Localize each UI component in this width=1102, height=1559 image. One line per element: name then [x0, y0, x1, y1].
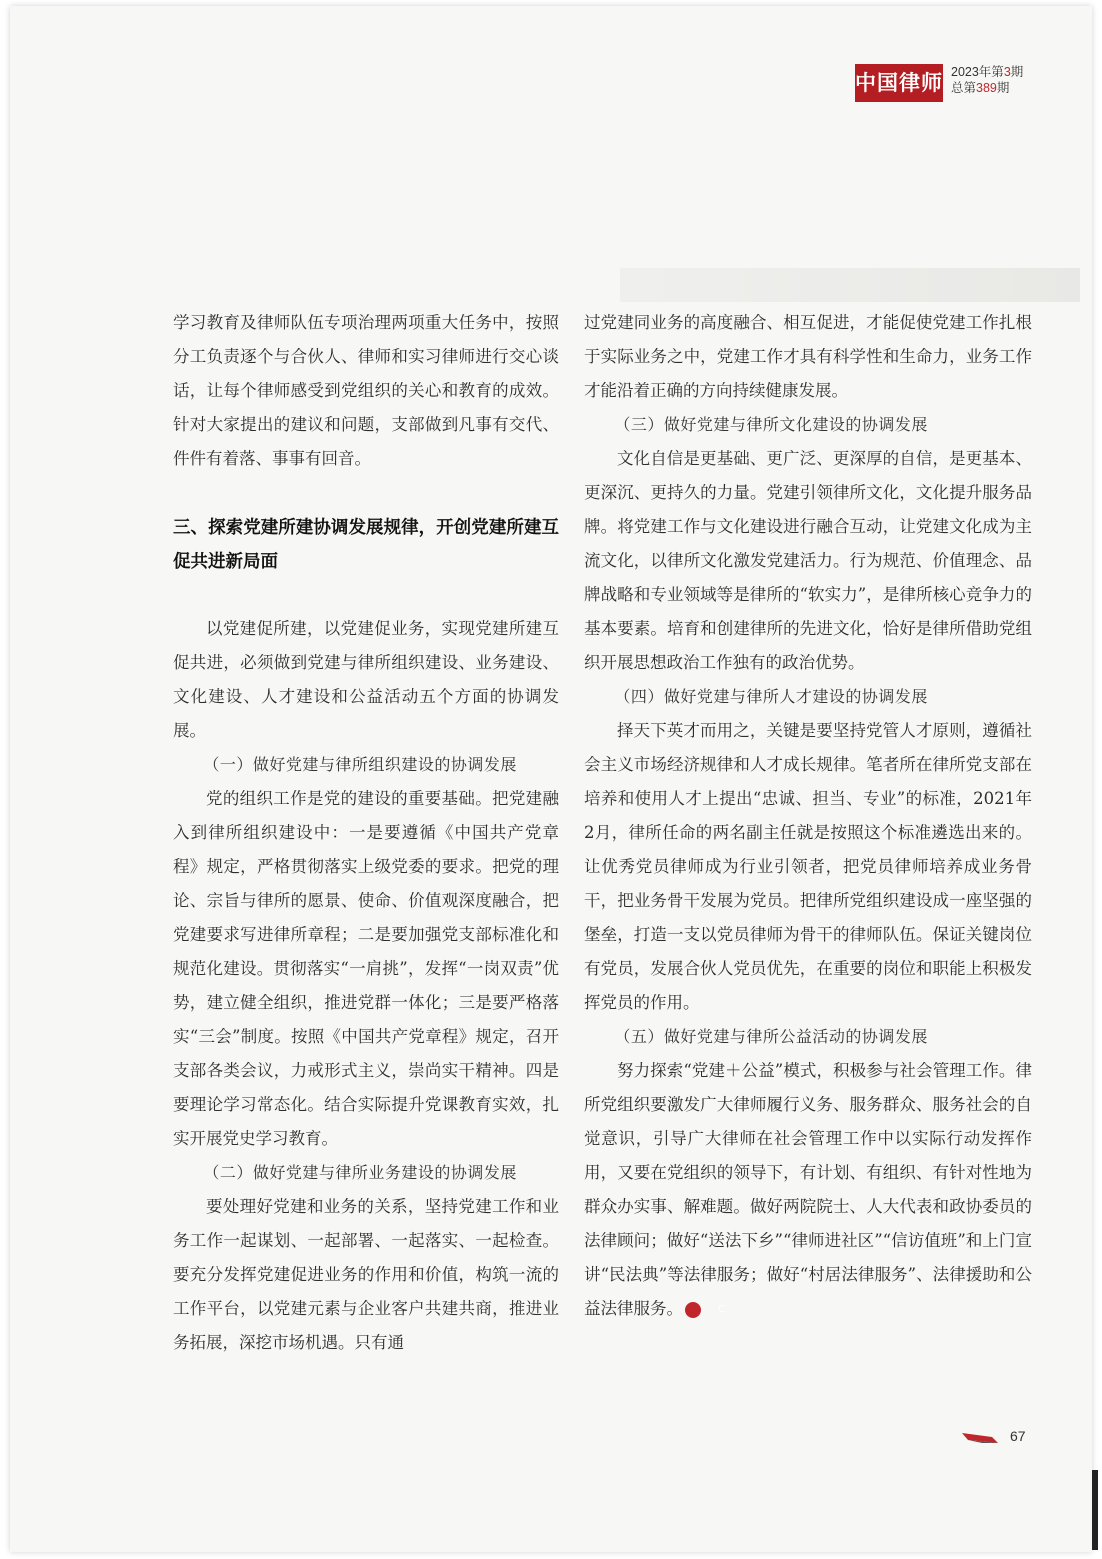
subheading: （一）做好党建与律所组织建设的协调发展 — [203, 755, 517, 774]
paragraph: 学习教育及律师队伍专项治理两项重大任务中，按照分工负责逐个与合伙人、律师和实习律师进行交心谈话，让每个律师感受到党组织的关心和教育的成效。针对大家提出的建议和问题，支部做到凡事有交代、件件有着落、事事有回音。 — [173, 313, 559, 468]
paragraph: 要处理好党建和业务的关系，坚持党建工作和业务工作一起谋划、一起部署、一起落实、一起检查。要充分发挥党建促进业务的作用和价值，构筑一流的工作平台，以党建元素与企业客户共建共商，推进业务拓展，深挖市场机遇。只有通 — [173, 1197, 559, 1352]
paragraph: 文化自信是更基础、更广泛、更深厚的自信，是更基本、更深沉、更持久的力量。党建引领律所文化，文化提升服务品牌。将党建工作与文化建设进行融合互动，让党建文化成为主流文化，以律所文化激发党建活力。行为规范、价值理念、品牌战略和专业领域等是律所的“软实力”，是律所核心竞争力的基本要素。培育和创建律所的先进文化，恰好是律所借助党组织开展思想政治工作独有的政治优势。 — [584, 449, 1032, 672]
subheading: （三）做好党建与律所文化建设的协调发展 — [614, 415, 928, 434]
paragraph-final — [584, 1054, 1032, 1326]
subheading: （二）做好党建与律所业务建设的协调发展 — [203, 1163, 517, 1182]
page-number-arrow-icon — [962, 1433, 998, 1443]
masthead — [855, 64, 1065, 102]
page-number: 67 — [1010, 1428, 1026, 1444]
subheading: （五）做好党建与律所公益活动的协调发展 — [614, 1027, 928, 1046]
final-text: 努力探索“党建＋公益”模式，积极参与社会管理工作。律所党组织要激发广大律师履行义务、服务群众、服务社会的自觉意识，引导广大律师在社会管理工作中以实际行动发挥作用，又要在党组织的领导下，有计划、有组织、有针对性地为群众办实事、解难题。做好两院院士、人大代表和政协委员的法律顾问；做好“送法下乡”“律师进社区”“信访值班”和上门宣讲“民法典”等法律服务；做好“村居法律服务”、法律援助和公益法律服务。 — [584, 1061, 1032, 1318]
section-heading: 三、探索党建所建协调发展规律，开创党建所建互促共进新局面 — [173, 517, 559, 571]
issue-suffix: 期 — [1010, 65, 1024, 79]
total-suffix: 期 — [996, 81, 1010, 95]
total-number: 389 — [976, 81, 997, 95]
subheading: （四）做好党建与律所人才建设的协调发展 — [614, 687, 928, 706]
end-mark-icon: C — [685, 1302, 701, 1318]
paragraph: 择天下英才而用之，关键是要坚持党管人才原则，遵循社会主义市场经济规律和人才成长规律。笔者所在律所党支部在培养和使用人才上提出“忠诚、担当、专业”的标准，2021年2月，律所任命的两名副主任就是按照这个标准遴选出来的。让优秀党员律师成为行业引领者，把党员律师培养成业务骨干，把业务骨干发展为党员。把律所党组织建设成一座坚强的堡垒，打造一支以党员律师为骨干的律师队伍。保证关键岗位有党员，发展合伙人党员优先，在重要的岗位和职能上积极发挥党员的作用。 — [584, 721, 1032, 1012]
issue-number: 3 — [1003, 65, 1011, 79]
paragraph: 过党建同业务的高度融合、相互促进，才能促使党建工作扎根于实际业务之中，党建工作才具有科学性和生命力，业务工作才能沿着正确的方向持续健康发展。 — [584, 313, 1032, 400]
magazine-logo: 中国律师 — [855, 64, 943, 102]
bleed-through-band — [620, 268, 1080, 302]
paragraph: 以党建促所建，以党建促业务，实现党建所建互促共进，必须做到党建与律所组织建设、业务建设、文化建设、人才建设和公益活动五个方面的协调发展。 — [173, 619, 559, 740]
issue-line — [951, 64, 1023, 80]
right-column — [584, 306, 1032, 1326]
total-line — [951, 80, 1023, 96]
issue-year: 2023年第 — [951, 65, 1004, 79]
left-column — [173, 306, 559, 1360]
issue-info — [951, 64, 1023, 96]
paragraph: 党的组织工作是党的建设的重要基础。把党建融入到律所组织建设中：一是要遵循《中国共产党章程》规定，严格贯彻落实上级党委的要求。把党的理论、宗旨与律所的愿景、使命、价值观深度融合，把党建要求写进律所章程；二是要加强党支部标准化和规范化建设。贯彻落实“一肩挑”，发挥“一岗双责”优势，建立健全组织，推进党群一体化；三是要严格落实“三会”制度。按照《中国共产党章程》规定，召开支部各类会议，力戒形式主义，崇尚实干精神。四是要理论学习常态化。结合实际提升党课教育实效，扎实开展党史学习教育。 — [173, 789, 559, 1148]
total-prefix: 总第 — [951, 81, 977, 95]
scan-edge — [1092, 1470, 1098, 1550]
